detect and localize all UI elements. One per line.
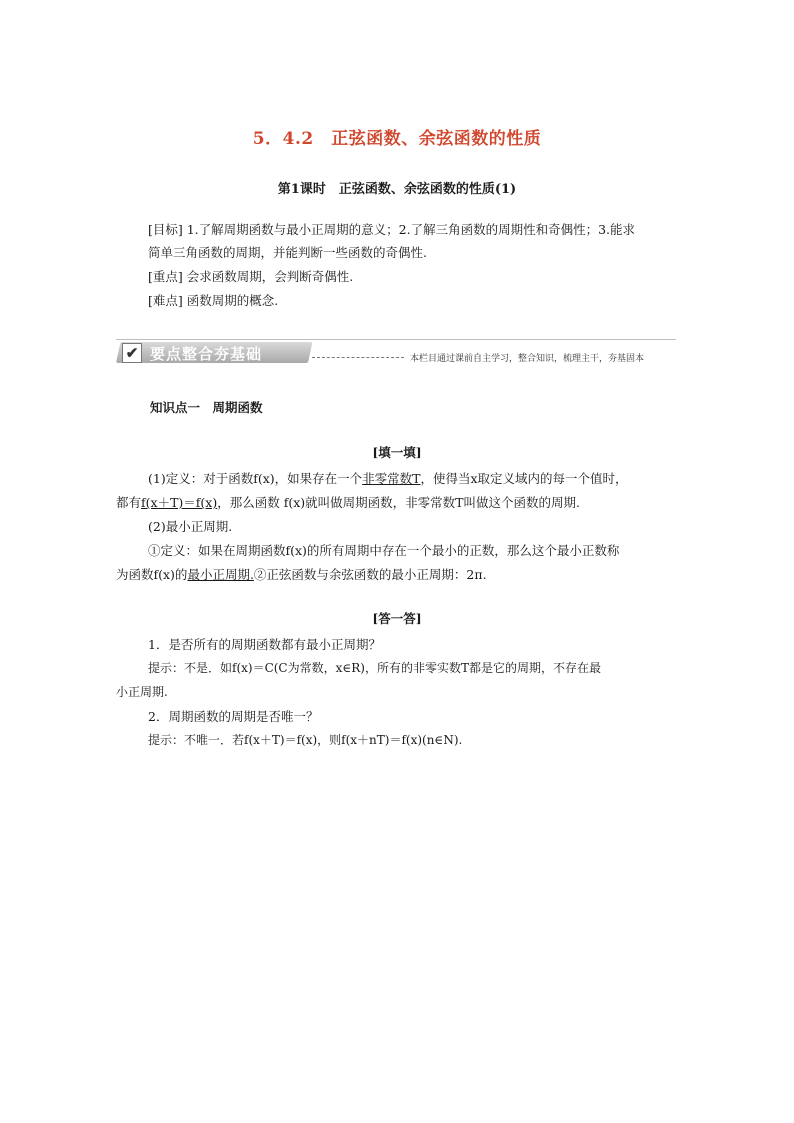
goals-line-1: [目标] 1.了解周期函数与最小正周期的意义；2.了解三角函数的周期性和奇偶性；3.能求 <box>148 222 636 237</box>
banner-note: 本栏目通过课前自主学习，整合知识，梳理主干，夯基固本 <box>410 354 645 364</box>
focus-line: [重点] 会求函数周期，会判断奇偶性. <box>148 269 354 284</box>
min-period-blank: 最小正周期. <box>187 567 254 582</box>
banner-rule <box>116 339 676 340</box>
answer-2: 提示：不唯一．若f(x＋T)＝f(x)，则f(x＋nT)＝f(x)(n∈N). <box>148 733 463 747</box>
min-period-title: (2)最小正周期. <box>148 519 233 534</box>
min-period-text: ②正弦函数与余弦函数的最小正周期：2π. <box>253 567 487 582</box>
definition-line-1 <box>148 470 628 487</box>
definition-line-2 <box>116 494 580 511</box>
min-period-text: 为函数f(x)的 <box>116 567 188 582</box>
answer-1-line-1: 提示：不是．如f(x)＝C(C为常数，x∈R)，所有的非零实数T都是它的周期，不存在最 <box>148 661 601 675</box>
min-period-line-2 <box>116 566 487 583</box>
qa-title: [答一答] <box>372 611 422 626</box>
difficulty-line: [难点] 函数周期的概念. <box>148 293 279 308</box>
answer-1-line-2: 小正周期. <box>116 685 168 699</box>
definition-text: ，那么函数 f(x)就叫做周期函数，非零常数T叫做这个函数的周期. <box>217 495 580 510</box>
banner-label: 要点整合夯基础 <box>150 345 263 363</box>
page-title: 5．4.2 正弦函数、余弦函数的性质 <box>252 129 542 149</box>
banner-dashes <box>312 357 404 358</box>
fill-in-title: [填一填] <box>372 445 422 460</box>
definition-text: 都有 <box>116 495 142 510</box>
definition-text: (1)定义：对于函数f(x)，如果存在一个 <box>148 471 363 486</box>
section-banner <box>116 339 676 365</box>
question-2: 2．周期函数的周期是否唯一？ <box>148 709 319 724</box>
definition-blank: 非零常数T <box>362 471 421 486</box>
min-period-definition: ①定义：如果在周期函数f(x)的所有周期中存在一个最小的正数，那么这个最小正数称 <box>148 543 620 558</box>
definition-text: ，使得当x取定义域内的每一个值时， <box>420 471 628 486</box>
checkmark-icon: ✔ <box>122 343 142 363</box>
lesson-subtitle: 第1课时 正弦函数、余弦函数的性质(1) <box>277 182 517 197</box>
question-1: 1．是否所有的周期函数都有最小正周期？ <box>148 637 381 652</box>
knowledge-point-heading: 知识点一 周期函数 <box>150 400 263 415</box>
definition-blank: f(x＋T)＝f(x) <box>141 495 218 510</box>
goals-line-2: 简单三角函数的周期，并能判断一些函数的奇偶性. <box>148 245 427 260</box>
